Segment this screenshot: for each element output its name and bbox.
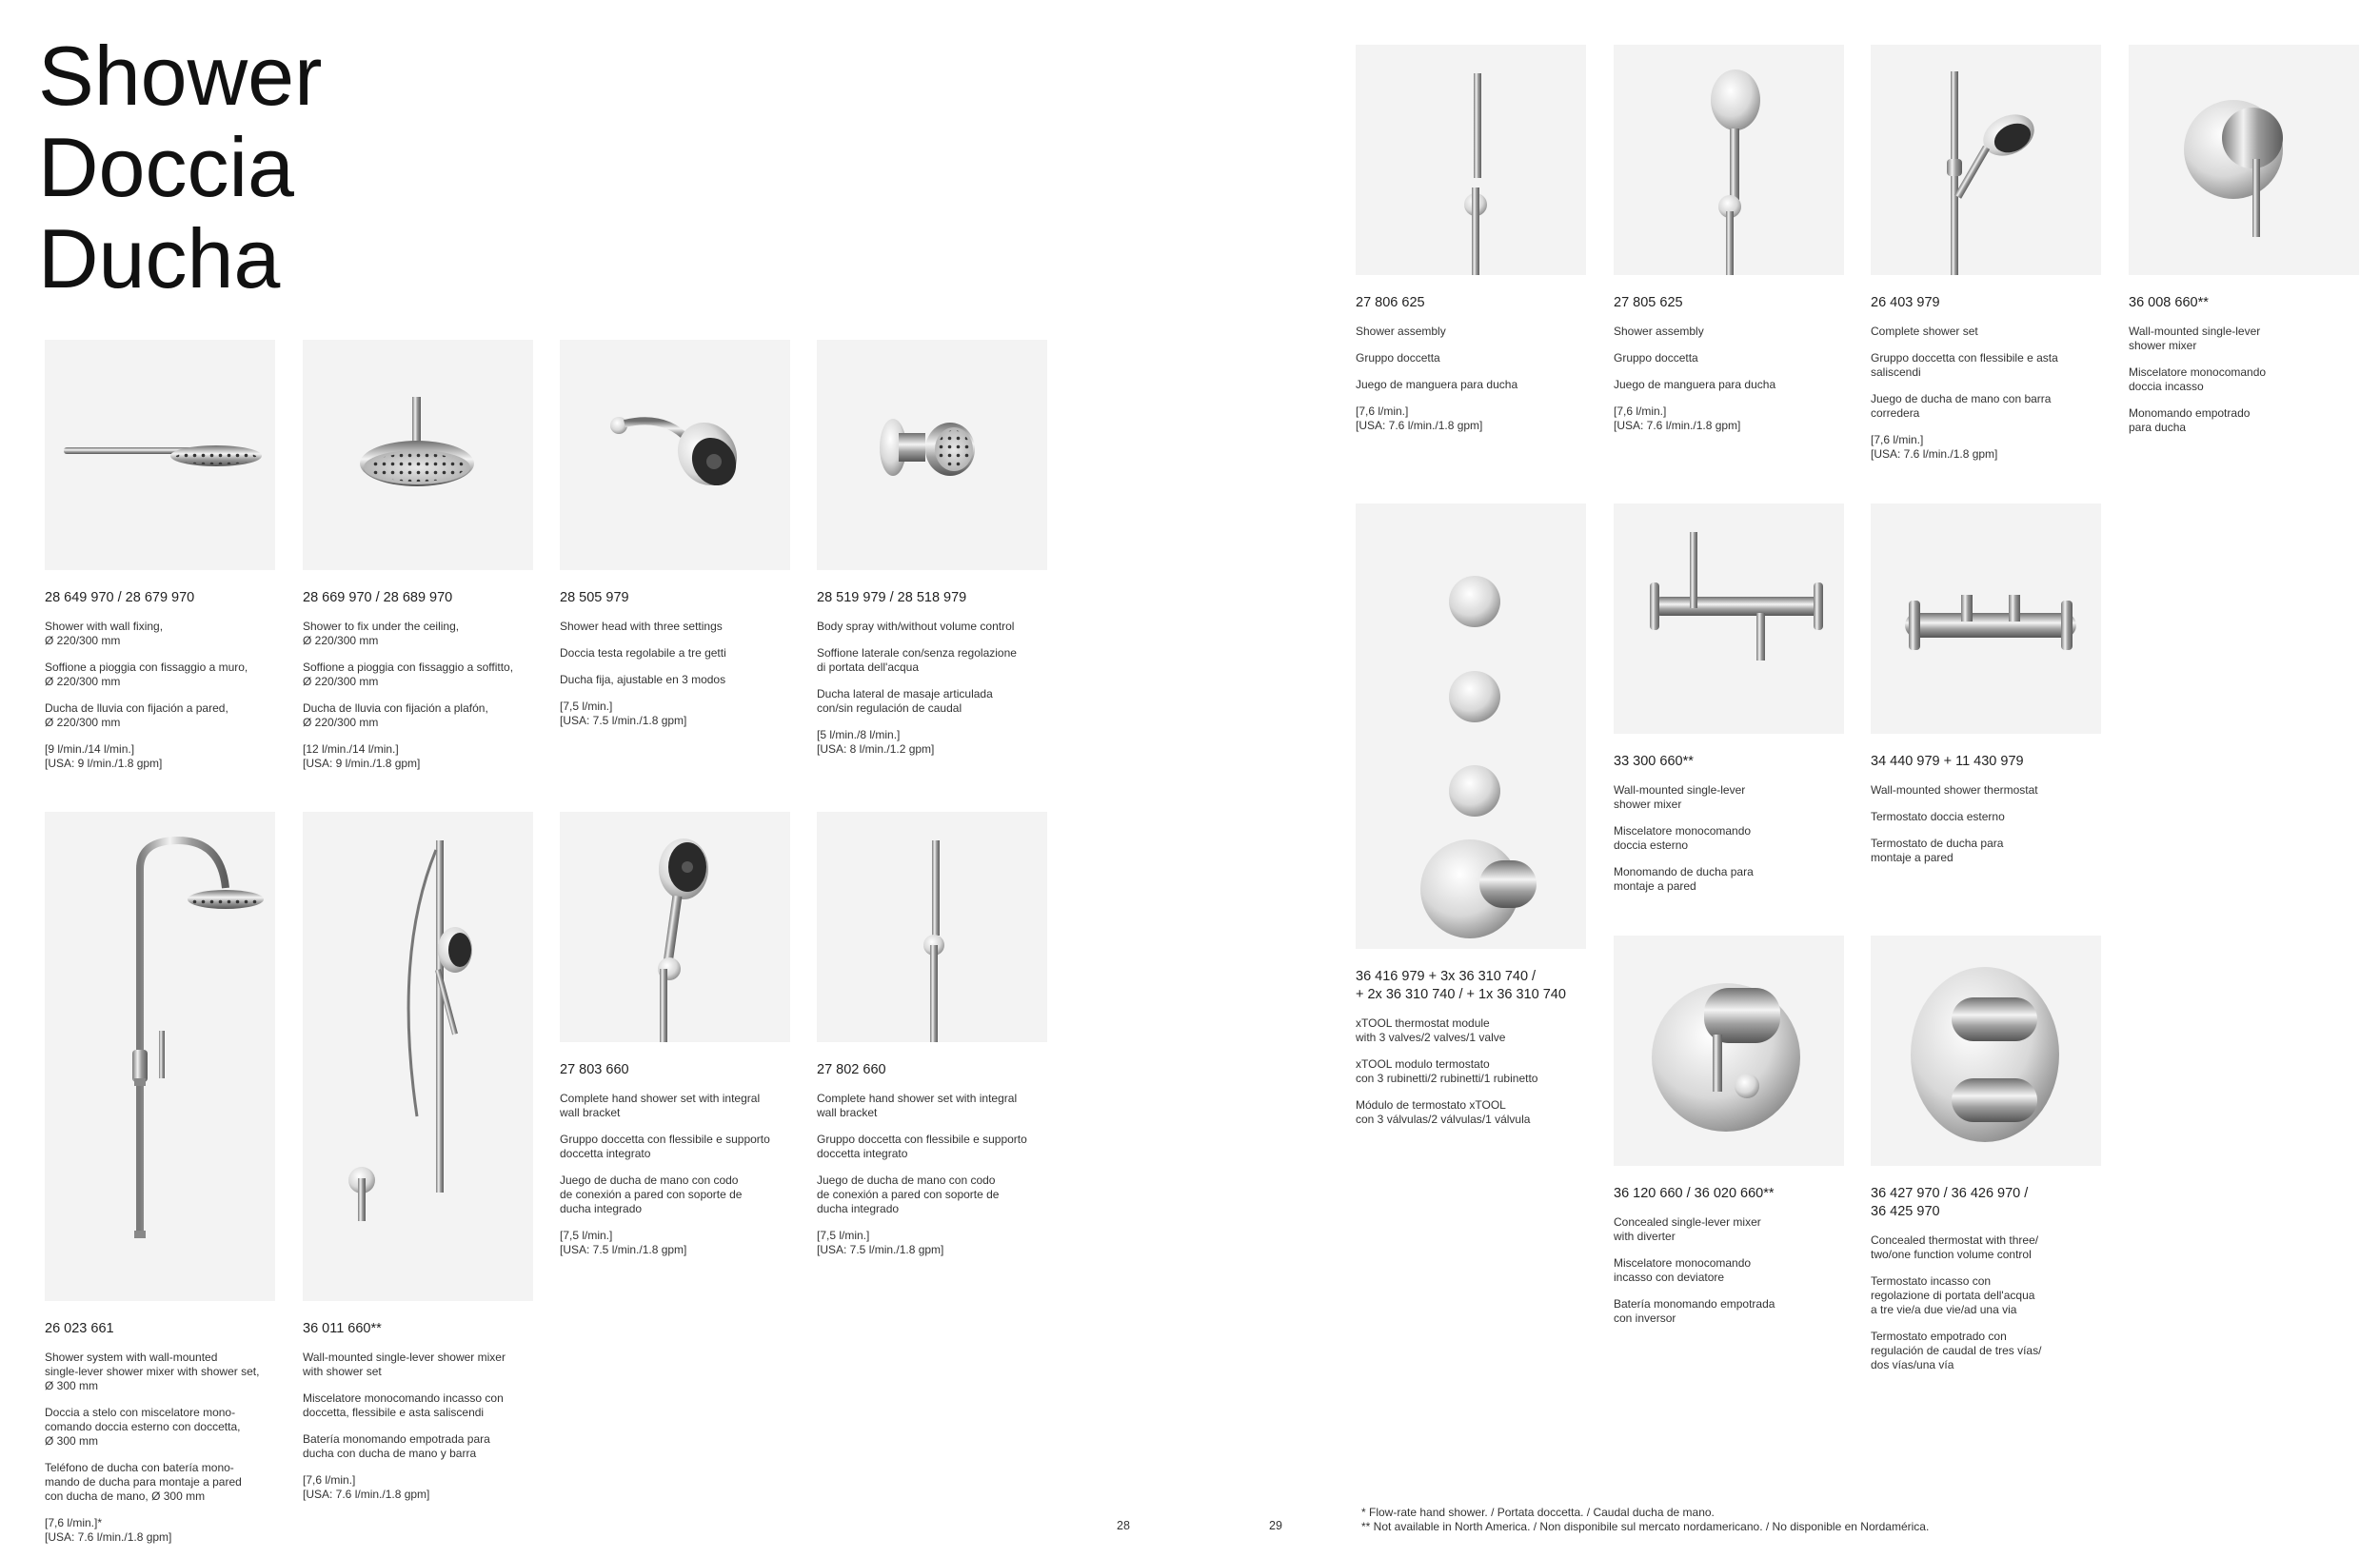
flow-rate: [7,5 l/min.] [USA: 7.5 l/min./1.8 gpm] — [560, 1229, 687, 1256]
product-card[interactable] — [1871, 503, 2101, 865]
desc-en: Complete shower set — [1871, 325, 1978, 338]
desc-it: Miscelatore monocomando doccia incasso — [2129, 365, 2267, 393]
page-number-left: 28 — [1117, 1519, 1130, 1532]
desc-en: Shower head with three settings — [560, 620, 723, 633]
product-card[interactable] — [560, 812, 790, 1257]
flow-rate: [7,5 l/min.] [USA: 7.5 l/min./1.8 gpm] — [560, 700, 687, 727]
desc-en: Shower to fix under the ceiling, Ø 220/300 mm — [303, 620, 460, 647]
footnote-availability: ** Not available in North America. / Non disponibile sul mercato nordamericano. / No disponible en Nordamérica. — [1361, 1520, 1930, 1533]
product-card[interactable] — [560, 340, 790, 728]
footnote-flow-rate: * Flow-rate hand shower. / Portata doccetta. / Caudal ducha de mano. — [1361, 1506, 1715, 1519]
product-code: 33 300 660** — [1614, 754, 1694, 769]
desc-es: Ducha fija, ajustable en 3 modos — [560, 673, 726, 686]
product-card[interactable] — [1871, 45, 2101, 462]
product-card[interactable] — [1614, 45, 1844, 433]
desc-es: Batería monomando empotrada con inversor — [1614, 1297, 1775, 1325]
desc-it: Doccia testa regolabile a tre getti — [560, 646, 726, 660]
complete-shower-set-icon — [1871, 45, 2101, 275]
flow-rate: [7,6 l/min.] [USA: 7.6 l/min./1.8 gpm] — [303, 1473, 430, 1501]
product-card[interactable] — [1614, 936, 1844, 1326]
desc-es: Termostato empotrado con regulación de caudal de tres vías/ dos vías/una vía — [1871, 1330, 2042, 1371]
desc-es: Módulo de termostato xTOOL con 3 válvulas/2 válvulas/1 válvula — [1356, 1098, 1531, 1126]
desc-it: Doccia a stelo con miscelatore mono- comando doccia esterno con doccetta, Ø 300 mm — [45, 1406, 241, 1448]
desc-es: Monomando de ducha para montaje a pared — [1614, 865, 1754, 893]
product-code: 34 440 979 + 11 430 979 — [1871, 754, 2024, 769]
desc-en: Shower with wall fixing, Ø 220/300 mm — [45, 620, 164, 647]
concealed-thermostat-icon — [1871, 936, 2101, 1166]
shower-bar-set-icon — [303, 812, 533, 1301]
product-code: 36 427 970 / 36 426 970 / 36 425 970 — [1871, 1186, 2029, 1219]
desc-it: Miscelatore monocomando incasso con deviatore — [1614, 1256, 1752, 1284]
product-code: 36 011 660** — [303, 1321, 382, 1336]
desc-es: Ducha de lluvia con fijación a pared, Ø 220/300 mm — [45, 701, 228, 729]
hand-shower-set-icon — [560, 812, 790, 1042]
xtool-module-icon — [1356, 503, 1586, 949]
product-code: 28 649 970 / 28 679 970 — [45, 590, 195, 605]
shower-system-icon — [45, 812, 275, 1301]
desc-it: Gruppo doccetta con flessibile e asta saliscendi — [1871, 351, 2058, 379]
body-spray-icon — [817, 340, 1047, 570]
desc-it: Miscelatore monocomando incasso con doccetta, flessibile e asta saliscendi — [303, 1391, 504, 1419]
desc-en: Wall-mounted single-lever shower mixer — [2129, 325, 2261, 352]
round-shower-assembly-icon — [1614, 45, 1844, 275]
product-card[interactable] — [45, 812, 275, 1545]
desc-it: Termostato incasso con regolazione di portata dell'acqua a tre vie/a due vie/ad una via — [1871, 1274, 2035, 1316]
desc-it: Gruppo doccetta con flessibile e supporto doccetta integrato — [560, 1133, 770, 1160]
concealed-mixer-icon — [2129, 45, 2359, 275]
desc-es: Juego de manguera para ducha — [1614, 378, 1776, 391]
desc-en: Wall-mounted single-lever shower mixer — [1614, 783, 1746, 811]
desc-en: Wall-mounted single-lever shower mixer with shower set — [303, 1351, 506, 1378]
wall-rain-shower-icon — [45, 340, 275, 570]
desc-es: Teléfono de ducha con batería mono- mando de ducha para montaje a pared con ducha de mano, Ø 300 mm — [45, 1461, 242, 1503]
desc-es: Batería monomando empotrada para ducha con ducha de mano y barra — [303, 1432, 490, 1460]
stick-hand-shower-icon — [817, 812, 1047, 1042]
shower-head-icon — [560, 340, 790, 570]
desc-en: Wall-mounted shower thermostat — [1871, 783, 2038, 797]
title-line-es: Ducha — [38, 211, 281, 306]
product-code: 28 519 979 / 28 518 979 — [817, 590, 967, 605]
desc-it: Soffione laterale con/senza regolazione di portata dell'acqua — [817, 646, 1017, 674]
desc-es: Juego de ducha de mano con codo de conexión a pared con soporte de ducha integrado — [560, 1173, 743, 1215]
flow-rate: [7,6 l/min.]* [USA: 7.6 l/min./1.8 gpm] — [45, 1516, 172, 1544]
desc-es: Monomando empotrado para ducha — [2129, 406, 2251, 434]
product-code: 27 802 660 — [817, 1062, 886, 1077]
product-card[interactable] — [1871, 936, 2101, 1372]
flow-rate: [7,6 l/min.] [USA: 7.6 l/min./1.8 gpm] — [1356, 404, 1483, 432]
exposed-thermostat-icon — [1871, 503, 2101, 734]
product-code: 26 023 661 — [45, 1321, 114, 1336]
product-card[interactable] — [303, 812, 533, 1502]
product-card[interactable] — [303, 340, 533, 771]
desc-es: Juego de ducha de mano con codo de conexión a pared con soporte de ducha integrado — [817, 1173, 1000, 1215]
product-card[interactable] — [45, 340, 275, 771]
desc-es: Ducha lateral de masaje articulada con/sin regulación de caudal — [817, 687, 993, 715]
exposed-mixer-icon — [1614, 503, 1844, 734]
product-code: 36 120 660 / 36 020 660** — [1614, 1186, 1775, 1201]
product-code: 27 805 625 — [1614, 295, 1683, 310]
product-code: 36 416 979 + 3x 36 310 740 / + 2x 36 310 740 / + 1x 36 310 740 — [1356, 969, 1566, 1002]
flow-rate: [12 l/min./14 l/min.] [USA: 9 l/min./1.8 gpm] — [303, 742, 421, 770]
desc-en: Body spray with/without volume control — [817, 620, 1015, 633]
desc-es: Ducha de lluvia con fijación a plafón, Ø 220/300 mm — [303, 701, 488, 729]
product-code: 36 008 660** — [2129, 295, 2209, 310]
product-card[interactable] — [817, 340, 1047, 757]
product-code: 28 669 970 / 28 689 970 — [303, 590, 453, 605]
product-code: 26 403 979 — [1871, 295, 1940, 310]
desc-en: Complete hand shower set with integral wall bracket — [560, 1092, 761, 1119]
footnotes — [1361, 1506, 1929, 1534]
desc-it: Termostato doccia esterno — [1871, 810, 2005, 823]
concealed-diverter-mixer-icon — [1614, 936, 1844, 1166]
product-code: 27 806 625 — [1356, 295, 1425, 310]
stick-shower-assembly-icon — [1356, 45, 1586, 275]
desc-en: Shower assembly — [1614, 325, 1704, 338]
flow-rate: [7,6 l/min.] [USA: 7.6 l/min./1.8 gpm] — [1614, 404, 1741, 432]
flow-rate: [5 l/min./8 l/min.] [USA: 8 l/min./1.2 gpm] — [817, 728, 935, 756]
desc-en: Shower assembly — [1356, 325, 1446, 338]
page-title — [38, 30, 322, 305]
title-line-en: Shower — [38, 29, 323, 123]
flow-rate: [9 l/min./14 l/min.] [USA: 9 l/min./1.8 gpm] — [45, 742, 163, 770]
ceiling-rain-shower-icon — [303, 340, 533, 570]
desc-es: Juego de manguera para ducha — [1356, 378, 1518, 391]
product-code: 28 505 979 — [560, 590, 629, 605]
product-card[interactable] — [1356, 503, 1586, 1127]
desc-en: xTOOL thermostat module with 3 valves/2 valves/1 valve — [1356, 1016, 1506, 1044]
desc-it: Gruppo doccetta — [1614, 351, 1698, 365]
title-line-it: Doccia — [38, 120, 294, 214]
desc-en: Complete hand shower set with integral wall bracket — [817, 1092, 1018, 1119]
product-code: 27 803 660 — [560, 1062, 629, 1077]
flow-rate: [7,6 l/min.] [USA: 7.6 l/min./1.8 gpm] — [1871, 433, 1998, 461]
flow-rate: [7,5 l/min.] [USA: 7.5 l/min./1.8 gpm] — [817, 1229, 944, 1256]
desc-es: Termostato de ducha para montaje a pared — [1871, 837, 2004, 864]
desc-it: Soffione a pioggia con fissaggio a muro, Ø 220/300 mm — [45, 661, 248, 688]
desc-it: xTOOL modulo termostato con 3 rubinetti/2 rubinetti/1 rubinetto — [1356, 1057, 1538, 1085]
page-number-right: 29 — [1269, 1519, 1282, 1532]
desc-en: Concealed single-lever mixer with diverter — [1614, 1215, 1761, 1243]
product-card[interactable] — [1356, 45, 1586, 433]
product-card[interactable] — [817, 812, 1047, 1257]
desc-it: Soffione a pioggia con fissaggio a soffitto, Ø 220/300 mm — [303, 661, 514, 688]
desc-en: Shower system with wall-mounted single-lever shower mixer with shower set, Ø 300 mm — [45, 1351, 260, 1392]
product-card[interactable] — [2129, 45, 2359, 435]
desc-es: Juego de ducha de mano con barra corredera — [1871, 392, 2052, 420]
desc-it: Gruppo doccetta — [1356, 351, 1440, 365]
desc-it: Miscelatore monocomando doccia esterno — [1614, 824, 1752, 852]
desc-en: Concealed thermostat with three/ two/one function volume control — [1871, 1233, 2039, 1261]
desc-it: Gruppo doccetta con flessibile e supporto doccetta integrato — [817, 1133, 1027, 1160]
product-card[interactable] — [1614, 503, 1844, 894]
